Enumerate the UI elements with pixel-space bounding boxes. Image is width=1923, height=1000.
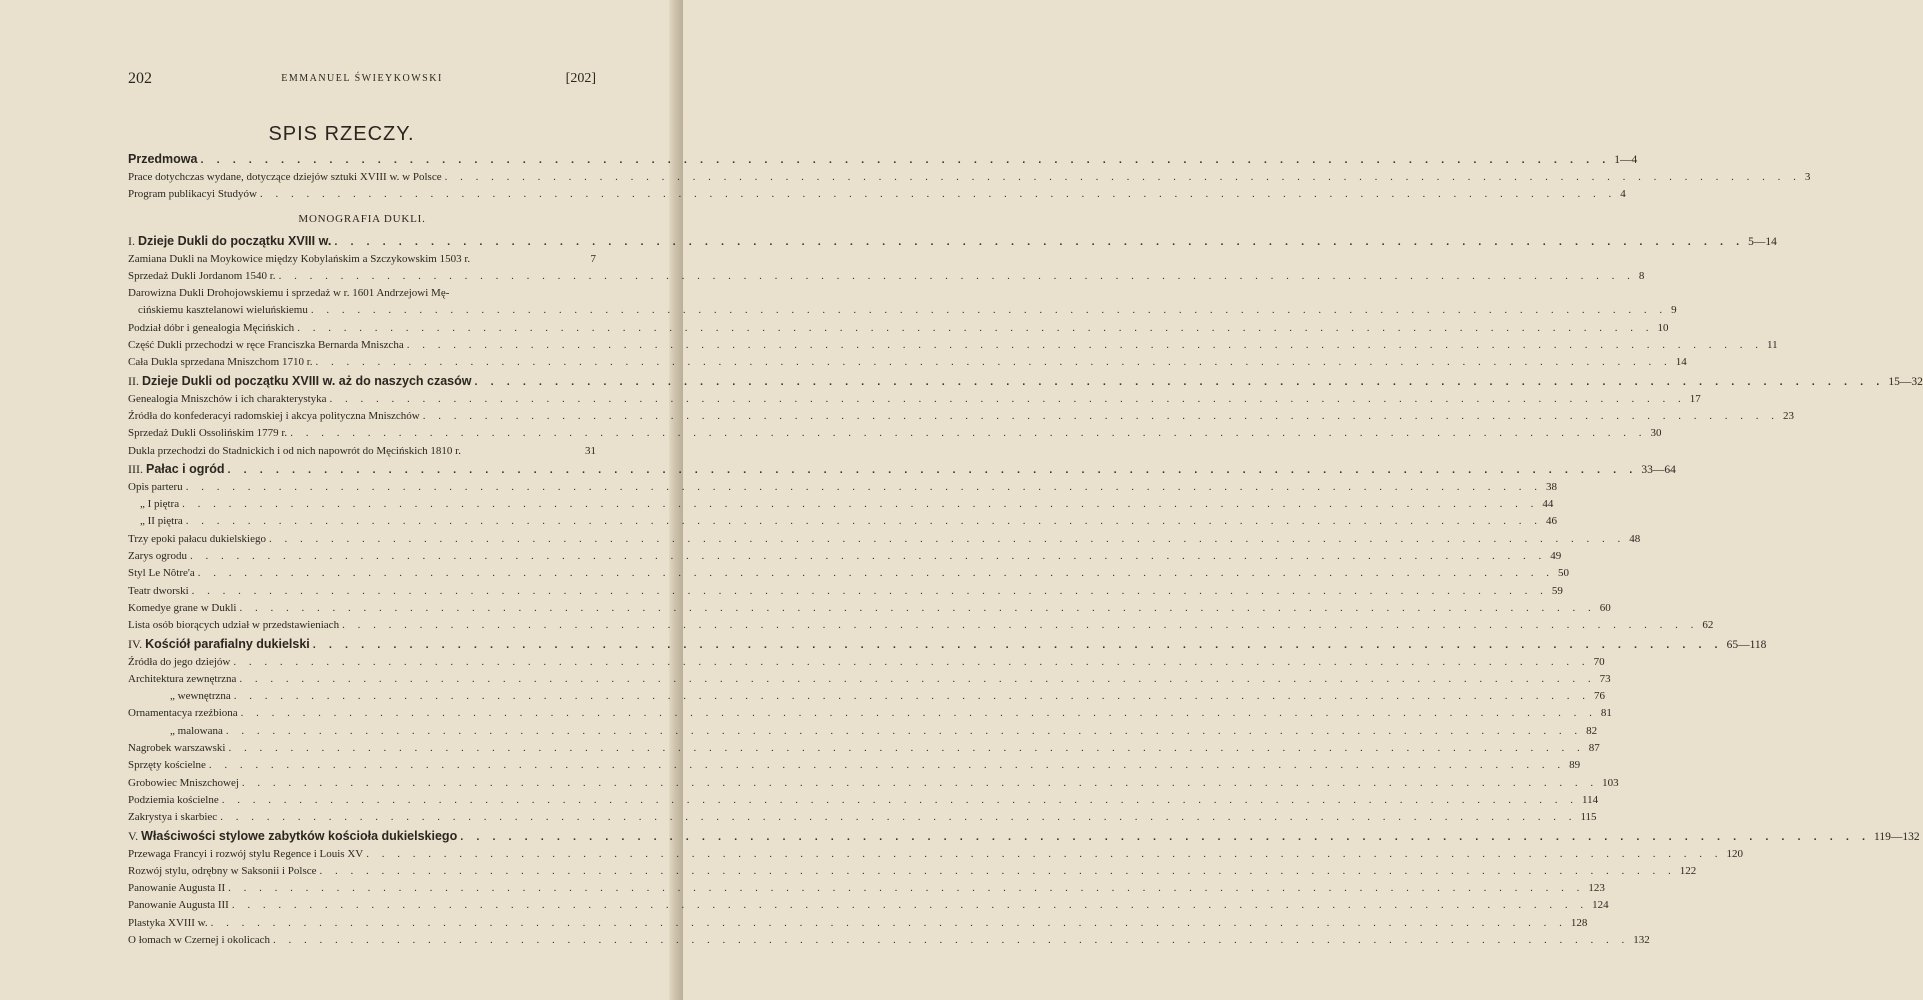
leader-dots: . . . . . . . . . . . . . . . . . . . . . . . . . . . . . . . . . . . . . . . . . . . . . . . . . . . . . . . . . . . . . . . . . . . . . . . . . . . . . . . . . . . . . . . . <box>334 235 1745 248</box>
toc-entry <box>128 617 1714 634</box>
entry-label: Komedye grane w Dukli <box>128 601 237 614</box>
leader-dots: . . . . . . . . . . . . . . . . . . . . . . . . . . . . . . . . . . . . . . . . . . . . . . . . . . . . . . . . . . . . . . . . . . . . . . . . . . . . . . . . . . . . . . . . <box>268 532 1626 545</box>
entry-page: 132 <box>1633 933 1650 946</box>
toc-entry <box>128 792 1599 809</box>
entry-page: 44 <box>1542 498 1554 511</box>
toc-entry <box>128 169 1811 186</box>
entry-label: Pałac i ogród <box>146 461 225 476</box>
toc-entry <box>128 688 1606 705</box>
chapter-number: IV. <box>128 636 143 651</box>
entry-label: Źródła do konfederacyi radomskiej i akcya polityczna Mniszchów <box>128 409 420 422</box>
bracket-page-number: [202] <box>565 71 596 86</box>
toc-entry <box>128 565 1569 582</box>
entry-page: 8 <box>1638 269 1645 282</box>
entry-label: Nagrobek warszawski <box>128 742 226 755</box>
leader-dots: . . . . . . . . . . . . . . . . . . . . . . . . . . . . . . . . . . . . . . . . . . . . . . . . . . . . . . . . . . . . . . . . . . . . . . . . . . . . . . . . . . . . . . . . <box>366 847 1723 860</box>
entry-page: 33—64 <box>1641 463 1676 476</box>
entry-page: 31 <box>585 444 596 457</box>
entry-page: 4 <box>1620 188 1626 201</box>
entry-label: Rozwój stylu, odrębny w Saksonii i Polsce <box>128 864 317 877</box>
toc-entry <box>128 723 1598 740</box>
chapter-number: V. <box>128 828 139 843</box>
entry-page: 123 <box>1588 882 1605 895</box>
entry-page: 7 <box>590 252 596 265</box>
leader-dots: . . . . . . . . . . . . . . . . . . . . . . . . . . . . . . . . . . . . . . . . . . . . . . . . . . . . . . . . . . . . . . . . . . . . . . . . . . . . . . . . . . . . . . . . <box>259 188 1617 201</box>
toc-entry <box>128 846 1743 863</box>
entry-page: 15—32 <box>1888 375 1923 388</box>
toc-entry <box>128 320 1669 337</box>
toc-entry <box>128 531 1641 548</box>
leader-dots: . . . . . . . . . . . . . . . . . . . . . . . . . . . . . . . . . . . . . . . . . . . . . . . . . . . . . . . . . . . . . . . . . . . . . . . . . . . . . . . . . . . . . . . . <box>189 550 1547 563</box>
leader-dots: . . . . . . . . . . . . . . . . . . . . . . . . . . . . . . . . . . . . . . . . . . . . . . . . . . . . . . . . . . . . . . . . . . . . . . . . . . . . . . . . . . . . . . . . <box>185 515 1542 528</box>
toc-entry <box>128 863 1697 880</box>
entry-page: 122 <box>1679 864 1697 877</box>
entry-label: Darowizna Dukli Drohojowskiemu i sprzedaż w r. 1601 Andrzejowi Mę- <box>128 287 450 300</box>
toc-chapter <box>128 372 1923 391</box>
leader-dots: . . . . . . . . . . . . . . . . . . . . . . . . . . . . . . . . . . . . . . . . . . . . . . . . . . . . . . . . . . . . . . . . . . . . . . . . . . . . . . . . . . . . . . . . <box>460 830 1871 843</box>
toc-chapter <box>128 232 1777 251</box>
leader-dots: . . . . . . . . . . . . . . . . . . . . . . . . . . . . . . . . . . . . . . . . . . . . . . . . . . . . . . . . . . . . . . . . . . . . . . . . . . . . . . . . . . . . . . . . <box>474 375 1885 388</box>
entry-page: 60 <box>1599 601 1611 614</box>
leader-dots: . . . . . . . . . . . . . . . . . . . . . . . . . . . . . . . . . . . . . . . . . . . . . . . . . . . . . . . . . . . . . . . . . . . . . . . . . . . . . . . . . . . . . . . . <box>208 759 1566 772</box>
entry-label: Przewaga Francyi i rozwój stylu Regence i Louis XV <box>128 847 364 860</box>
chapter-number: III. <box>128 461 143 476</box>
entry-page: 82 <box>1586 724 1598 737</box>
leader-dots: . . . . . . . . . . . . . . . . . . . . . . . . . . . . . . . . . . . . . . . . . . . . . . . . . . . . . . . . . . . . . . . . . . . . . . . . . . . . . . . . . . . . . . . . <box>231 899 1589 912</box>
running-header <box>128 70 596 88</box>
leader-dots: . . . . . . . . . . . . . . . . . . . . . . . . . . . . . . . . . . . . . . . . . . . . . . . . . . . . . . . . . . . . . . . . . . . . . . . . . . . . . . . . . . . . . . . . <box>273 933 1630 946</box>
leader-dots: . . . . . . . . . . . . . . . . . . . . . . . . . . . . . . . . . . . . . . . . . . . . . . . . . . . . . . . . . . . . . . . . . . . . . . . . . . . . . . . . . . . . . . . . <box>220 811 1577 824</box>
entry-page: 87 <box>1588 742 1600 755</box>
entry-label: Źródła do jego dziejów <box>128 655 231 668</box>
entry-label: Właściwości stylowe zabytków kościoła dukielskiego <box>141 828 458 843</box>
entry-page: 48 <box>1629 532 1641 545</box>
toc-entry <box>128 654 1605 671</box>
leader-dots: . . . . . . . . . . . . . . . . . . . . . . . . . . . . . . . . . . . . . . . . . . . . . . . . . . . . . . . . . . . . . . . . . . . . . . . . . . . . . . . . . . . . . . . . <box>278 269 1635 282</box>
entry-label: Teatr dworski <box>128 584 189 597</box>
leader-dots: . . . . . . . . . . . . . . . . . . . . . . . . . . . . . . . . . . . . . . . . . . . . . . . . . . . . . . . . . . . . . . . . . . . . . . . . . . . . . . . . . . . . . . . . <box>241 776 1599 789</box>
entry-page: 128 <box>1570 916 1588 929</box>
leader-dots: . . . . . . . . . . . . . . . . . . . . . . . . . . . . . . . . . . . . . . . . . . . . . . . . . . . . . . . . . . . . . . . . . . . . . . . . . . . . . . . . . . . . . . . . <box>315 356 1672 369</box>
leader-dots: . . . . . . . . . . . . . . . . . . . . . . . . . . . . . . . . . . . . . . . . . . . . . . . . . . . . . . . . . . . . . . . . . . . . . . . . . . . . . . . . . . . . . . . . <box>297 321 1654 334</box>
leader-dots: . . . . . . . . . . . . . . . . . . . . . . . . . . . . . . . . . . . . . . . . . . . . . . . . . . . . . . . . . . . . . . . . . . . . . . . . . . . . . . . . . . . . . . . . <box>182 498 1539 511</box>
toc-entry <box>128 302 1677 319</box>
toc-entry <box>128 251 596 268</box>
toc-entry <box>128 740 1600 757</box>
leader-dots: . . . . . . . . . . . . . . . . . . . . . . . . . . . . . . . . . . . . . . . . . . . . . . . . . . . . . . . . . . . . . . . . . . . . . . . . . . . . . . . . . . . . . . . . <box>227 463 1638 476</box>
entry-page: 30 <box>1650 427 1662 440</box>
entry-label: Panowanie Augusta III <box>128 899 229 912</box>
toc-entry <box>128 705 1612 722</box>
entry-page: 89 <box>1569 759 1581 772</box>
entry-page: 120 <box>1726 847 1743 860</box>
leader-dots: . . . . . . . . . . . . . . . . . . . . . . . . . . . . . . . . . . . . . . . . . . . . . . . . . . . . . . . . . . . . . . . . . . . . . . . . . . . . . . . . . . . . . . . . <box>239 601 1596 614</box>
entry-label: Przedmowa <box>128 152 198 166</box>
toc-entry <box>128 285 596 302</box>
toc-entry <box>128 408 1794 425</box>
toc-chapter <box>128 460 1676 479</box>
page-title: SPIS RZECZY. <box>268 123 415 145</box>
entry-label: Grobowiec Mniszchowej <box>128 776 239 789</box>
entry-label: Cała Dukla sprzedana Mniszchom 1710 r. <box>128 356 313 369</box>
entry-label: Podziemia kościelne <box>128 793 219 806</box>
toc-entry <box>128 391 1701 408</box>
chapter-number: I. <box>128 233 135 248</box>
toc-entry <box>128 897 1609 914</box>
toc-entry <box>128 600 1611 617</box>
toc-entry <box>128 186 1626 203</box>
entry-page: 124 <box>1592 899 1609 912</box>
entry-label: Podział dóbr i genealogia Męcińskich <box>128 321 295 334</box>
leader-dots: . . . . . . . . . . . . . . . . . . . . . . . . . . . . . . . . . . . . . . . . . . . . . . . . . . . . . . . . . . . . . . . . . . . . . . . . . . . . . . . . . . . . . . . . <box>233 690 1591 703</box>
entry-page: 119—132 <box>1874 830 1920 843</box>
entry-label: Ornamentacya rzeźbiona <box>128 707 238 720</box>
toc-chapter <box>128 635 1767 654</box>
entry-label: Dukla przechodzi do Stadnickich i od nich napowrót do Męcińskich 1810 r. <box>128 444 461 457</box>
leader-dots: . . . . . . . . . . . . . . . . . . . . . . . . . . . . . . . . . . . . . . . . . . . . . . . . . . . . . . . . . . . . . . . . . . . . . . . . . . . . . . . . . . . . . . . . <box>228 742 1585 755</box>
leader-dots: . . . . . . . . . . . . . . . . . . . . . . . . . . . . . . . . . . . . . . . . . . . . . . . . . . . . . . . . . . . . . . . . . . . . . . . . . . . . . . . . . . . . . . . . <box>342 619 1699 632</box>
leader-dots: . . . . . . . . . . . . . . . . . . . . . . . . . . . . . . . . . . . . . . . . . . . . . . . . . . . . . . . . . . . . . . . . . . . . . . . . . . . . . . . . . . . . . . . . <box>310 304 1668 317</box>
toc-entry <box>128 932 1650 949</box>
entry-label: Część Dukli przechodzi w ręce Franciszka Bernarda Mniszcha <box>128 339 404 352</box>
entry-label: Sprzedaż Dukli Ossolińskim 1779 r. <box>128 427 288 440</box>
entry-page: 76 <box>1594 690 1606 703</box>
entry-label: Architektura zewnętrzna <box>128 672 237 685</box>
table-of-contents <box>128 150 1923 949</box>
entry-label: Zarys ogrodu <box>128 550 187 563</box>
toc-entry <box>128 671 1611 688</box>
toc-entry <box>128 496 1554 513</box>
leader-dots: . . . . . . . . . . . . . . . . . . . . . . . . . . . . . . . . . . . . . . . . . . . . . . . . . . . . . . . . . . . . . . . . . . . . . . . . . . . . . . . . . . . . . . . . <box>406 339 1764 352</box>
entry-label: Sprzedaż Dukli Jordanom 1540 r. <box>128 269 276 282</box>
leader-dots: . . . . . . . . . . . . . . . . . . . . . . . . . . . . . . . . . . . . . . . . . . . . . . . . . . . . . . . . . . . . . . . . . . . . . . . . . . . . . . . . . . . . . . . . <box>444 171 1801 183</box>
entry-page: 1—4 <box>1614 154 1638 166</box>
entry-page: 59 <box>1551 584 1563 597</box>
leader-dots: . . . . . . . . . . . . . . . . . . . . . . . . . . . . . . . . . . . . . . . . . . . . . . . . . . . . . . . . . . . . . . . . . . . . . . . . . . . . . . . . . . . . . . . . <box>221 793 1578 806</box>
entry-page: 103 <box>1602 776 1619 789</box>
entry-label: „ malowana <box>170 724 223 737</box>
entry-label: cińskiemu kasztelanowi wieluńskiemu <box>138 304 308 317</box>
toc-entry <box>128 479 1557 496</box>
leader-dots: . . . . . . . . . . . . . . . . . . . . . . . . . . . . . . . . . . . . . . . . . . . . . . . . . . . . . . . . . . . . . . . . . . . . . . . . . . . . . . . . . . . . . . . . <box>228 882 1585 895</box>
entry-label: Prace dotychczas wydane, dotyczące dziejów sztuki XVIII w. w Polsce <box>128 171 442 183</box>
toc-entry <box>128 337 1778 354</box>
entry-page: 70 <box>1593 655 1605 668</box>
entry-label: „ wewnętrzna <box>170 690 231 703</box>
entry-label: O łomach w Czernej i okolicach <box>128 933 271 946</box>
entry-label: Genealogia Mniszchów i ich charakterystyka <box>128 392 327 405</box>
toc-entry <box>128 425 1662 442</box>
entry-label: Plastyka XVIII w. <box>128 916 208 929</box>
entry-page: 46 <box>1546 515 1557 528</box>
toc-entry <box>128 880 1605 897</box>
entry-label: Dzieje Dukli do początku XVIII w. <box>138 233 332 248</box>
entry-page: 73 <box>1599 672 1611 685</box>
entry-page: 11 <box>1767 339 1778 352</box>
leader-dots: . . . . . . . . . . . . . . . . . . . . . . . . . . . . . . . . . . . . . . . . . . . . . . . . . . . . . . . . . . . . . . . . . . . . . . . . . . . . . . . . . . . . . . . . <box>240 707 1597 720</box>
entry-page: 9 <box>1671 304 1677 317</box>
entry-label: Zakrystya i skarbiec <box>128 811 218 824</box>
entry-page: 17 <box>1689 392 1701 405</box>
entry-page: 65—118 <box>1726 638 1767 651</box>
entry-page: 115 <box>1580 811 1597 824</box>
entry-page: 3 <box>1804 171 1811 183</box>
entry-page: 5—14 <box>1748 235 1777 248</box>
leader-dots: . . . . . . . . . . . . . . . . . . . . . . . . . . . . . . . . . . . . . . . . . . . . . . . . . . . . . . . . . . . . . . . . . . . . . . . . . . . . . . . . . . . . . . . . <box>239 672 1596 685</box>
toc-entry <box>128 775 1619 792</box>
leader-dots: . . . . . . . . . . . . . . . . . . . . . . . . . . . . . . . . . . . . . . . . . . . . . . . . . . . . . . . . . . . . . . . . . . . . . . . . . . . . . . . . . . . . . . . . <box>191 584 1548 597</box>
section-heading: MONOGRAFIA DUKLI. <box>298 212 426 225</box>
toc-entry <box>128 443 596 460</box>
entry-label: Kościół parafialny dukielski <box>145 636 310 651</box>
leader-dots: . . . . . . . . . . . . . . . . . . . . . . . . . . . . . . . . . . . . . . . . . . . . . . . . . . . . . . . . . . . . . . . . . . . . . . . . . . . . . . . . . . . . . . . . <box>197 567 1554 580</box>
entry-label: Lista osób biorących udział w przedstawieniach <box>128 619 340 632</box>
leader-dots: . . . . . . . . . . . . . . . . . . . . . . . . . . . . . . . . . . . . . . . . . . . . . . . . . . . . . . . . . . . . . . . . . . . . . . . . . . . . . . . . . . . . . . . . <box>422 409 1779 422</box>
leader-dots: . . . . . . . . . . . . . . . . . . . . . . . . . . . . . . . . . . . . . . . . . . . . . . . . . . . . . . . . . . . . . . . . . . . . . . . . . . . . . . . . . . . . . . . . <box>233 655 1590 668</box>
entry-label: Opis parteru <box>128 480 183 493</box>
entry-page: 38 <box>1545 480 1557 493</box>
entry-label: Zamiana Dukli na Moykowice między Kobylańskim a Szczykowskim 1503 r. <box>128 252 471 265</box>
entry-page: 14 <box>1675 356 1687 369</box>
entry-label: Dzieje Dukli od początku XVIII w. aż do naszych czasów <box>142 373 472 388</box>
toc-entry <box>128 354 1687 371</box>
leader-dots: . . . . . . . . . . . . . . . . . . . . . . . . . . . . . . . . . . . . . . . . . . . . . . . . . . . . . . . . . . . . . . . . . . . . . . . . . . . . . . . . . . . . . . . . <box>210 916 1567 929</box>
toc-entry <box>128 583 1563 600</box>
toc-entry <box>128 809 1597 826</box>
entry-label: „ II piętra <box>140 515 183 528</box>
entry-label: Panowanie Augusta II <box>128 882 226 895</box>
toc-entry <box>128 915 1588 932</box>
toc-chapter <box>128 827 1920 846</box>
leader-dots: . . . . . . . . . . . . . . . . . . . . . . . . . . . . . . . . . . . . . . . . . . . . . . . . . . . . . . . . . . . . . . . . . . . . . . . . . . . . . . . . . . . . . . . . <box>225 724 1583 737</box>
toc-entry <box>128 757 1581 774</box>
entry-page: 50 <box>1558 567 1569 580</box>
entry-page: 114 <box>1581 793 1599 806</box>
page-number: 202 <box>128 70 152 87</box>
entry-label: Program publikacyi Studyów <box>128 188 257 201</box>
leader-dots: . . . . . . . . . . . . . . . . . . . . . . . . . . . . . . . . . . . . . . . . . . . . . . . . . . . . . . . . . . . . . . . . . . . . . . . . . . . . . . . . . . . . . . . . <box>200 154 1611 166</box>
running-author: EMMANUEL ŚWIEYKOWSKI <box>281 73 443 84</box>
leader-dots: . . . . . . . . . . . . . . . . . . . . . . . . . . . . . . . . . . . . . . . . . . . . . . . . . . . . . . . . . . . . . . . . . . . . . . . . . . . . . . . . . . . . . . . . <box>312 638 1723 651</box>
entry-label: Sprzęty kościelne <box>128 759 206 772</box>
entry-page: 49 <box>1550 550 1562 563</box>
toc-entry <box>128 513 1557 530</box>
entry-label: Styl Le Nôtre'a <box>128 567 195 580</box>
leader-dots: . . . . . . . . . . . . . . . . . . . . . . . . . . . . . . . . . . . . . . . . . . . . . . . . . . . . . . . . . . . . . . . . . . . . . . . . . . . . . . . . . . . . . . . . <box>329 392 1686 405</box>
entry-page: 23 <box>1782 409 1794 422</box>
entry-label: „ I piętra <box>140 498 180 511</box>
leader-dots: . . . . . . . . . . . . . . . . . . . . . . . . . . . . . . . . . . . . . . . . . . . . . . . . . . . . . . . . . . . . . . . . . . . . . . . . . . . . . . . . . . . . . . . . <box>319 864 1676 877</box>
chapter-number: II. <box>128 373 139 388</box>
toc-entry <box>128 268 1645 285</box>
entry-label: Trzy epoki pałacu dukielskiego <box>128 532 266 545</box>
entry-page: 10 <box>1657 321 1669 334</box>
toc-entry <box>128 548 1562 565</box>
leader-dots: . . . . . . . . . . . . . . . . . . . . . . . . . . . . . . . . . . . . . . . . . . . . . . . . . . . . . . . . . . . . . . . . . . . . . . . . . . . . . . . . . . . . . . . . <box>290 427 1647 440</box>
entry-page: 62 <box>1702 619 1714 632</box>
leader-dots: . . . . . . . . . . . . . . . . . . . . . . . . . . . . . . . . . . . . . . . . . . . . . . . . . . . . . . . . . . . . . . . . . . . . . . . . . . . . . . . . . . . . . . . . <box>185 480 1542 493</box>
toc-preface <box>128 150 1638 169</box>
entry-page: 81 <box>1600 707 1612 720</box>
